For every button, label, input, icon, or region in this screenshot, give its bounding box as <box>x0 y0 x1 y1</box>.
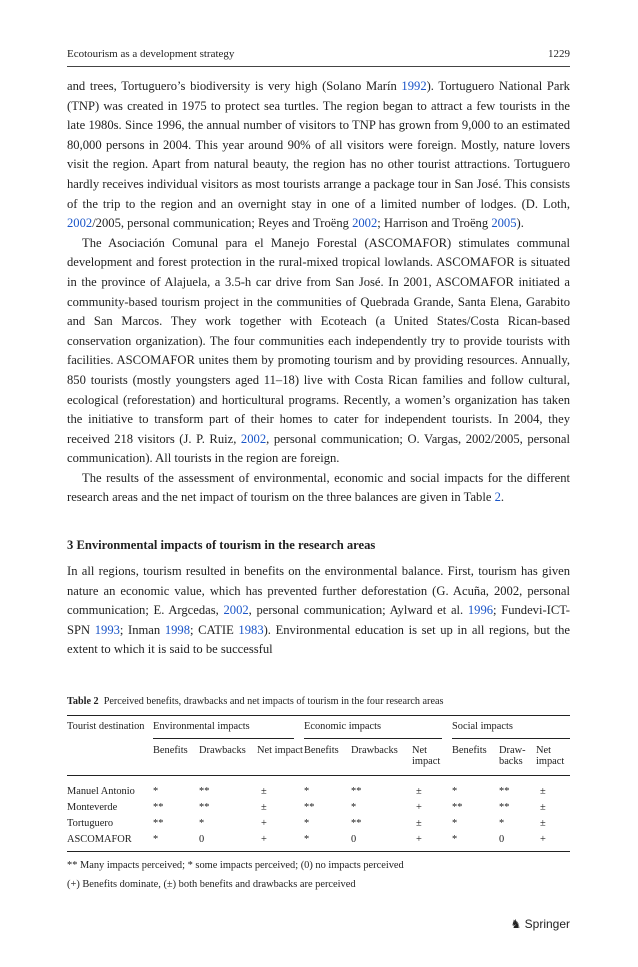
citation-link[interactable]: 2002 <box>223 603 249 618</box>
table-cell: ** <box>499 802 510 813</box>
citation-link[interactable]: 2005 <box>491 216 517 231</box>
impacts-table <box>67 715 570 852</box>
table-footnote-1: ** Many impacts perceived; * some impacts perceived; (0) no impacts perceived <box>67 860 404 871</box>
page-number: 1229 <box>548 48 570 60</box>
subheader-benefits: Benefits <box>153 745 188 756</box>
table-cell: ** <box>153 818 164 829</box>
row-destination: ASCOMAFOR <box>67 834 132 845</box>
subheader-net-impact: Net impact <box>412 745 441 767</box>
table-row <box>67 815 570 831</box>
running-header <box>67 44 570 67</box>
table-cell: * <box>199 818 205 829</box>
table-group-header <box>67 716 570 740</box>
table-cell: ± <box>540 818 546 829</box>
subheader-benefits: Benefits <box>304 745 339 756</box>
section-heading: 3 Environmental impacts of tourism in the research areas <box>67 538 376 552</box>
group-header-economic: Economic impacts <box>304 721 442 739</box>
table-cell: + <box>416 834 422 845</box>
running-title: Ecotourism as a development strategy <box>67 48 235 60</box>
table-cell: ** <box>304 802 315 813</box>
citation-link[interactable]: 1983 <box>238 622 264 637</box>
table-cell: * <box>153 834 159 845</box>
subheader-drawbacks: Drawbacks <box>351 745 398 756</box>
group-header-environmental: Environmental impacts <box>153 721 294 739</box>
citation-link[interactable]: 1998 <box>164 622 190 637</box>
table-label: Table 2 <box>67 696 99 707</box>
table-cell: 0 <box>351 834 357 845</box>
table-ref-link[interactable]: 2 <box>494 490 501 505</box>
row-destination: Tortuguero <box>67 818 114 829</box>
table-cell: + <box>261 818 267 829</box>
table-cell: * <box>304 818 310 829</box>
paragraph-environmental: In all regions, tourism resulted in benefits on the environmental balance. First, tourism has given nature an economic value, which has prevented further deforestation (G. Acuña, 2002, personal communication; E. Argcedas, 2002, personal communication; Aylward et al. 1996; Fundevi-ICT-SPN 1993; Inman 1998; CATIE 1983). Environmental education is set up in all regions, but the extent to which it is said to be successful <box>67 564 570 657</box>
row-destination: Manuel Antonio <box>67 786 135 797</box>
table-cell: * <box>304 834 310 845</box>
citation-link[interactable]: 1993 <box>94 622 120 637</box>
table-row <box>67 776 570 800</box>
table-cell: ± <box>416 818 422 829</box>
table-cell: ** <box>351 818 362 829</box>
table-cell: 0 <box>199 834 205 845</box>
col-header-destination: Tourist destination <box>67 721 145 732</box>
table-cell: * <box>452 834 458 845</box>
table-cell: ± <box>540 802 546 813</box>
table-caption-text: Perceived benefits, drawbacks and net impacts of tourism in the four research areas <box>103 696 444 707</box>
subheader-drawbacks: Drawbacks <box>199 745 246 756</box>
section-body <box>67 562 570 660</box>
subheader-benefits: Benefits <box>452 745 487 756</box>
table-cell: ** <box>199 802 210 813</box>
table-cell: ± <box>416 786 422 797</box>
table-cell: + <box>261 834 267 845</box>
citation-link[interactable]: 2002 <box>67 216 93 231</box>
table-cell: ** <box>499 786 510 797</box>
citation-link[interactable]: 1996 <box>467 603 494 618</box>
table-footnote-2: (+) Benefits dominate, (±) both benefits and drawbacks are perceived <box>67 879 356 890</box>
table-cell: * <box>452 786 458 797</box>
table-cell: ** <box>199 786 210 797</box>
paragraph-tortuguero: and trees, Tortuguero’s biodiversity is very high (Solano Marín 1992). Tortuguero National Park (TNP) was created in 1975 to protect sea turtles. The region began to attract a few tourists in the late 1980s. Since 1996, the annual number of visitors to TNP has grown from 9,000 to an estimated 80,000 persons in 2004. This year around 90% of all visitors were foreign. Mostly, nature lovers visit the region. Apart from natural beauty, the region has no other tourist attractions. Tortuguero hardly receives individual visitors as most tourists arrange a package tour in San José. This consists of the trip to the region and an overnight stay in one of a limited number of lodges. (D. Loth, 2002/2005, personal communication; Reyes and Troëng 2002; Harrison and Troëng 2005). <box>67 79 570 231</box>
publisher-logo <box>511 917 570 931</box>
table-cell: ± <box>261 786 267 797</box>
table-cell: + <box>416 802 422 813</box>
table-cell: + <box>540 834 546 845</box>
group-header-social: Social impacts <box>452 721 570 739</box>
table-row <box>67 831 570 852</box>
citation-link[interactable]: 2002 <box>240 431 267 446</box>
table-cell: ** <box>153 802 164 813</box>
subheader-net-impact: Net impact <box>536 745 565 767</box>
subheader-drawbacks: Draw-backs <box>499 745 526 767</box>
table-body <box>67 776 570 852</box>
table-cell: * <box>304 786 310 797</box>
row-destination: Monteverde <box>67 802 118 813</box>
table-row <box>67 799 570 815</box>
table-cell: ± <box>261 802 267 813</box>
paragraph-ascomafor: The Asociación Comunal para el Manejo Forestal (ASCOMAFOR) stimulates communal development and forest protection in the rural-mixed tropical lowlands. ASCOMAFOR is situated in the province of Alajuela, a 3.5-h car drive from San José. In 2001, ASCOMAFOR initiated a community-based tourism project in the communities of Quebrada Grande, Santa Elena, Garabito and San Marcos. They work together with Ecoteach (a United States/Costa Rican-based conservation organization). The four communities each independently try to provide tourists with facilities. ASCOMAFOR unites them by promoting tourism and by providing resources. Annually, 850 tourists (mostly youngsters aged 11–18) live with Costa Rican families and follow cultural, ecological (reforestation) and horticultural programs. Recently, a women’s organization has taken the initiative to transform part of their homes to cater for independent tourists. In 2004, they received 218 visitors (J. P. Ruiz, 2002, personal communication; O. Vargas, 2002/2005, personal communication). All tourists in the region are foreign. <box>67 235 571 466</box>
publisher-name: Springer <box>524 917 570 931</box>
body-text <box>67 77 570 508</box>
table-cell: * <box>499 818 505 829</box>
paragraph-results: The results of the assessment of environmental, economic and social impacts for the different research areas and the net impact of tourism on the three balances are given in Table 2. <box>67 470 570 505</box>
table-cell: 0 <box>499 834 505 845</box>
table-cell: * <box>351 802 357 813</box>
citation-link[interactable]: 2002 <box>352 216 378 231</box>
table-cell: ± <box>540 786 546 797</box>
table-cell: * <box>153 786 159 797</box>
subheader-net-impact: Net impact <box>257 745 303 756</box>
table-cell: ** <box>351 786 362 797</box>
table-cell: * <box>452 818 458 829</box>
table-caption <box>67 696 443 707</box>
table-cell: ** <box>452 802 463 813</box>
citation-link[interactable]: 1992 <box>401 79 427 93</box>
springer-horse-icon: ♞ <box>510 917 522 931</box>
